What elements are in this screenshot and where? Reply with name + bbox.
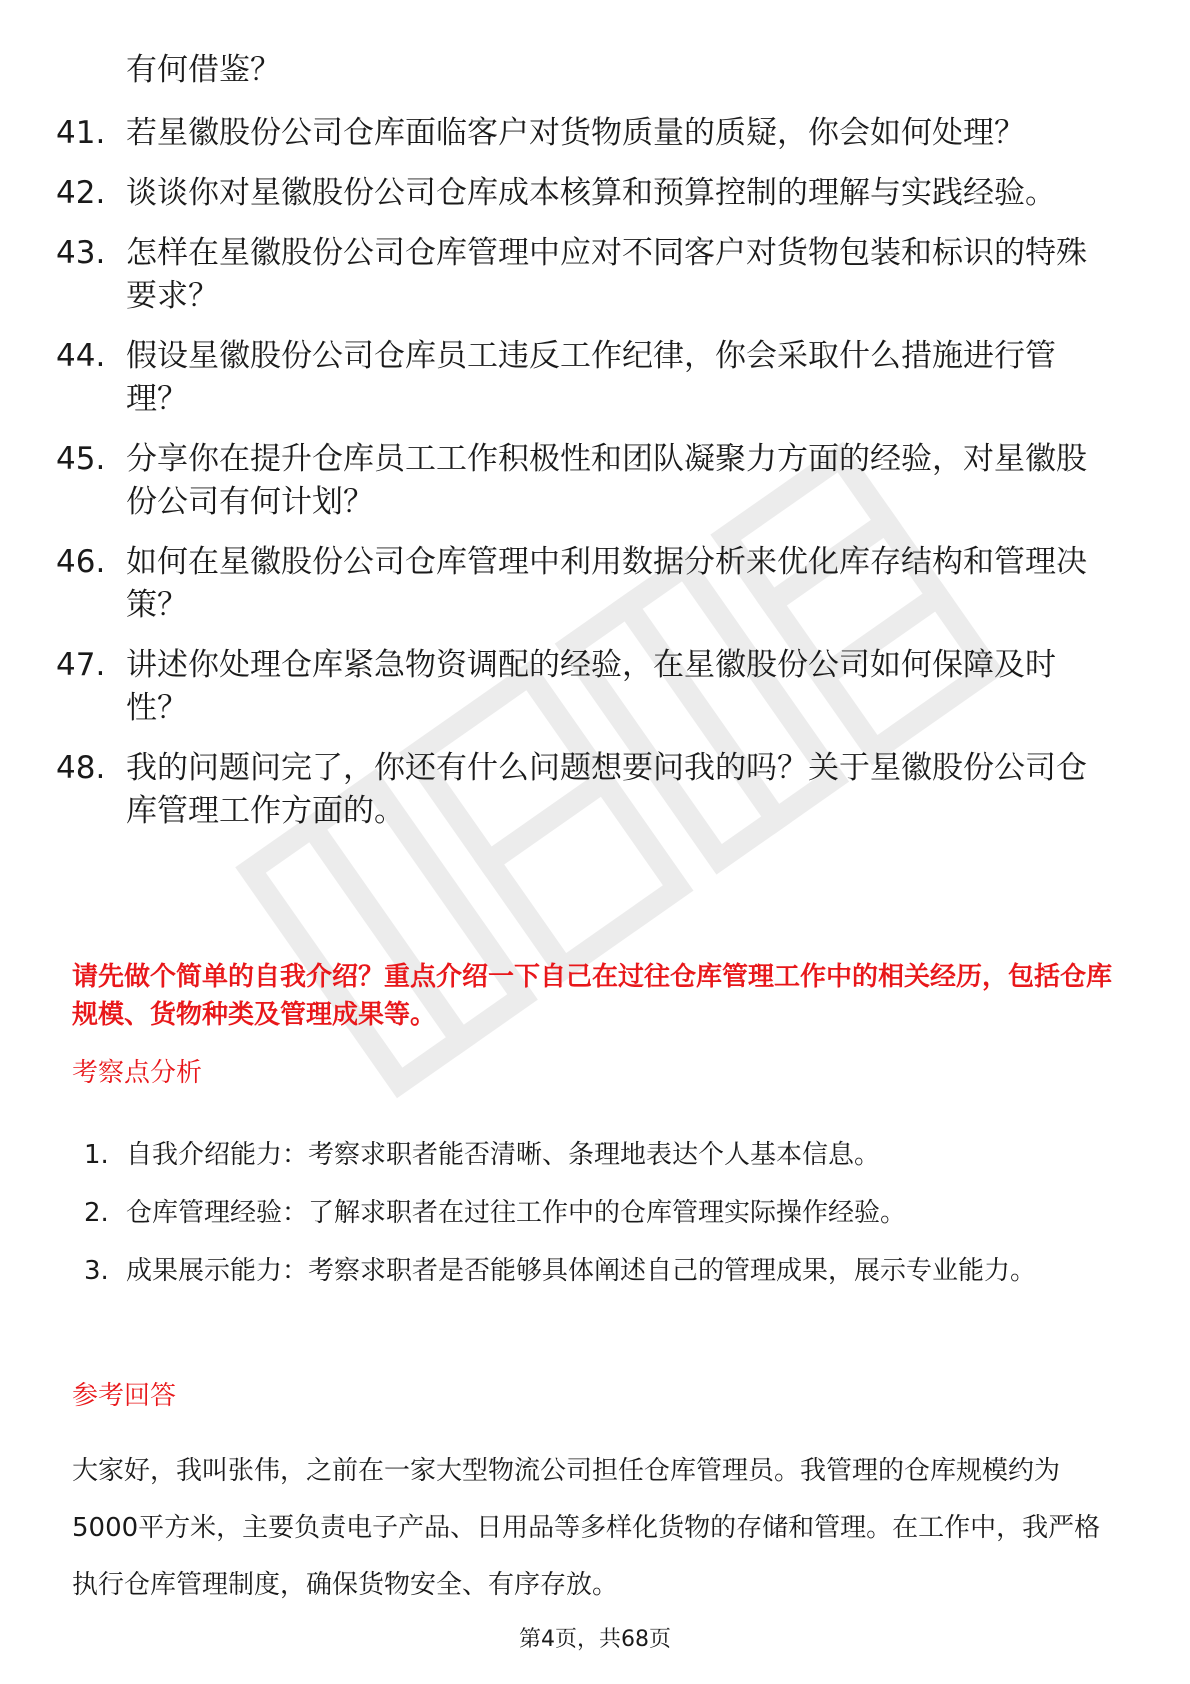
question-text: 我的问题问完了，你还有什么问题想要问我的吗？关于星徽股份公司仓库管理工作方面的。 — [126, 750, 1087, 829]
question-text: 讲述你处理仓库紧急物资调配的经验，在星徽股份公司如何保障及时性？ — [126, 647, 1056, 726]
question-item — [56, 541, 1116, 627]
analysis-number: 3. — [84, 1256, 109, 1286]
reference-answer: 大家好，我叫张伟，之前在一家大型物流公司担任仓库管理员。我管理的仓库规模约为5000平方米，主要负责电子产品、日用品等多样化货物的存储和管理。在工作中，我严格执行仓库管理制度，确保货物安全、有序存放。 — [72, 1456, 1101, 1600]
question-number: 47. — [56, 647, 106, 683]
question-number: 43. — [56, 235, 106, 271]
question-item — [56, 438, 1116, 524]
analysis-item — [84, 1126, 1094, 1184]
question-list — [56, 112, 1116, 850]
question-text: 怎样在星徽股份公司仓库管理中应对不同客户对货物包装和标识的特殊要求？ — [126, 235, 1087, 314]
analysis-number: 2. — [84, 1198, 109, 1228]
analysis-list — [84, 1126, 1094, 1300]
analysis-text: 成果展示能力：考察求职者是否能够具体阐述自己的管理成果，展示专业能力。 — [126, 1256, 1037, 1286]
question-item — [56, 747, 1116, 833]
question-item — [56, 172, 1116, 215]
page-footer: 第4页，共68页 — [519, 1627, 671, 1652]
question-text: 分享你在提升仓库员工工作积极性和团队凝聚力方面的经验，对星徽股份公司有何计划？ — [126, 441, 1087, 520]
question-text: 假设星徽股份公司仓库员工违反工作纪律，你会采取什么措施进行管理？ — [126, 338, 1056, 417]
question-number: 41. — [56, 115, 106, 151]
question-text: 如何在星徽股份公司仓库管理中利用数据分析来优化库存结构和管理决策？ — [126, 544, 1087, 623]
question-item — [56, 335, 1116, 421]
question-text: 谈谈你对星徽股份公司仓库成本核算和预算控制的理解与实践经验。 — [126, 175, 1056, 211]
analysis-number: 1. — [84, 1140, 109, 1170]
analysis-text: 自我介绍能力：考察求职者能否清晰、条理地表达个人基本信息。 — [126, 1140, 881, 1170]
analysis-item — [84, 1184, 1094, 1242]
analysis-heading: 考察点分析 — [72, 1058, 203, 1088]
featured-question: 请先做个简单的自我介绍？重点介绍一下自己在过往仓库管理工作中的相关经历，包括仓库规模、货物种类及管理成果等。 — [72, 962, 1113, 1030]
reference-heading: 参考回答 — [72, 1381, 177, 1411]
question-text: 若星徽股份公司仓库面临客户对货物质量的质疑，你会如何处理？ — [126, 115, 1025, 151]
question-continuation: 有何借鉴？ — [126, 52, 281, 88]
question-number: 42. — [56, 175, 106, 211]
question-number: 48. — [56, 750, 106, 786]
question-number: 46. — [56, 544, 106, 580]
analysis-item — [84, 1242, 1094, 1300]
question-item — [56, 644, 1116, 730]
question-number: 45. — [56, 441, 106, 477]
question-item — [56, 232, 1116, 318]
question-number: 44. — [56, 338, 106, 374]
analysis-text: 仓库管理经验：了解求职者在过往工作中的仓库管理实际操作经验。 — [126, 1198, 907, 1228]
question-item — [56, 112, 1116, 155]
